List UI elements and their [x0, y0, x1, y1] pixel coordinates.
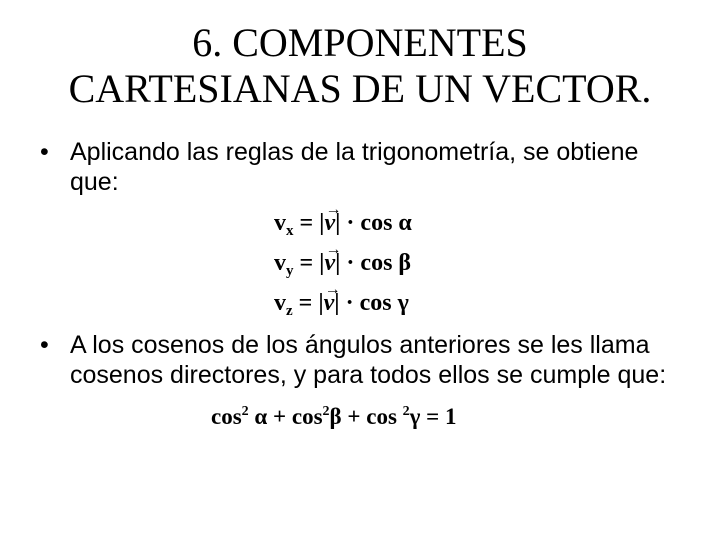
equation-equals: = | [293, 210, 325, 236]
equation-vz [274, 281, 409, 319]
slide-title [0, 20, 720, 112]
identity-beta-term: β + cos [329, 404, 403, 429]
vector-letter: v [323, 290, 335, 316]
bullet-1-line-2: que: [70, 168, 119, 196]
direction-cosines-identity [211, 402, 457, 432]
equation-vx [274, 201, 412, 239]
bullet-text-1 [70, 137, 690, 197]
vector-arrow-icon: → [325, 201, 342, 218]
bullet-dot-icon: • [40, 138, 49, 166]
identity-exponent-2: 2 [322, 404, 330, 419]
vector-letter: v [324, 250, 336, 276]
bullet-text-2 [70, 330, 690, 390]
title-line-1: 6. COMPONENTES [192, 20, 528, 65]
vector-arrow-icon: → [324, 281, 341, 298]
equation-equals: = | [293, 250, 325, 276]
equation-rest: | · cos γ [334, 290, 409, 316]
equation-vy [274, 241, 412, 279]
vector-symbol [323, 281, 341, 318]
bullet-dot-icon: • [40, 331, 49, 359]
bullet-2-line-1: A los cosenos de los ángulos anteriores se les llama [70, 331, 650, 359]
vector-symbol [324, 241, 342, 278]
identity-exponent-1: 2 [241, 404, 249, 419]
bullet-1-line-1: Aplicando las reglas de la trigonometría, se obtiene [70, 138, 639, 166]
identity-alpha-term: α + cos [248, 404, 323, 429]
equation-rest: | · cos β [335, 250, 412, 276]
identity-gamma-term: γ = 1 [409, 404, 457, 429]
equation-subscript: x [286, 223, 294, 239]
vector-arrow-icon: → [325, 241, 342, 258]
equation-component: v [274, 210, 286, 236]
vector-symbol [324, 201, 342, 238]
equation-equals: = | [292, 290, 324, 316]
vector-letter: v [324, 210, 336, 236]
title-line-2: CARTESIANAS DE UN VECTOR. [68, 66, 652, 111]
equation-subscript: z [286, 303, 293, 319]
equation-rest: | · cos α [335, 210, 412, 236]
equation-subscript: y [286, 263, 294, 279]
identity-exponent-3: 2 [402, 404, 410, 419]
equation-component: v [274, 290, 286, 316]
bullet-2-line-2: cosenos directores, y para todos ellos se cumple que: [70, 361, 667, 389]
equation-component: v [274, 250, 286, 276]
identity-cos-1: cos [211, 404, 242, 429]
